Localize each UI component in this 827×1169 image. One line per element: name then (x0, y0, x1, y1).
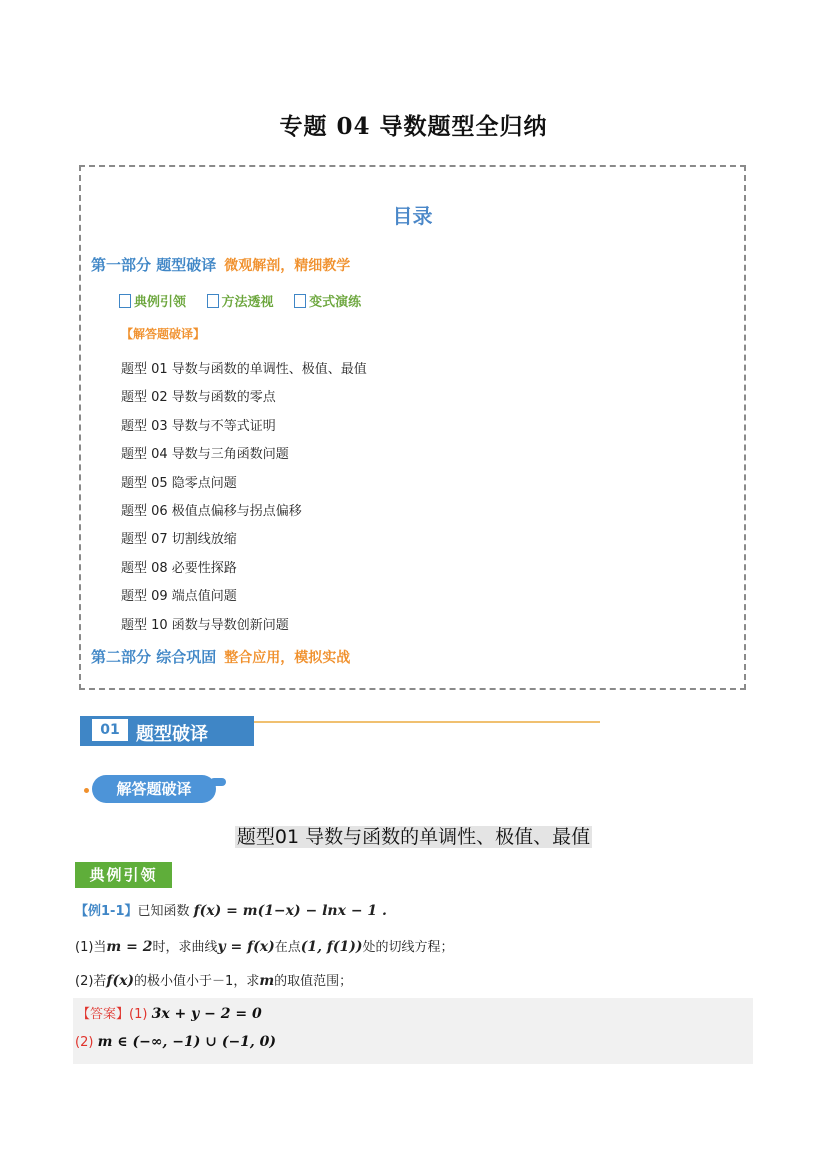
toc-list (121, 356, 367, 640)
toc-part-2-note: 整合应用，模拟实战 (224, 650, 351, 666)
document-icon (207, 294, 219, 308)
toc-link-methods[interactable]: 方法透视 (207, 295, 274, 310)
toc-item[interactable]: 题型 02 导数与函数的零点 (121, 390, 276, 406)
toc-link-examples[interactable]: 典例引领 (119, 295, 186, 310)
document-title: 专题 04 导数题型全归纳 (279, 113, 548, 140)
toc-item[interactable]: 题型 01 导数与函数的单调性、极值、最值 (121, 362, 367, 377)
toc-item[interactable]: 题型 09 端点值问题 (121, 589, 237, 605)
toc-item[interactable]: 题型 10 函数与导数创新问题 (121, 617, 289, 633)
toc-part-1-note: 微观解剖，精细教学 (224, 258, 351, 274)
answer-tag: 【答案】 (77, 1007, 130, 1022)
toc-link-practice[interactable]: 变式演练 (294, 295, 361, 310)
toc-subhead: 【解答题破译】 (121, 327, 206, 341)
answer-1: 【答案】(1) 3x + y − 2 = 0 (77, 1006, 262, 1022)
answer-box (73, 998, 753, 1064)
function-formula: f(x) = m(1−x) − lnx − 1 . (193, 903, 387, 919)
toc-sub-links (119, 291, 377, 310)
example-tag: 【例1-1】 (75, 904, 138, 919)
subsection-pill: 解答题破译 (92, 775, 216, 803)
toc-heading: 目录 (392, 204, 433, 228)
section-title: 题型01 导数与函数的单调性、极值、最值 (236, 826, 591, 848)
toc-part-1[interactable] (91, 254, 350, 275)
document-icon (294, 294, 306, 308)
toc-item[interactable]: 题型 04 导数与三角函数问题 (121, 447, 289, 463)
toc-part-2-label: 第二部分 综合巩固 (91, 648, 217, 666)
answer-2: (2) m ∈ (−∞, −1) ∪ (−1, 0) (75, 1034, 277, 1050)
section-banner (80, 716, 254, 746)
toc-item[interactable]: 题型 08 必要性探路 (121, 560, 237, 576)
example-badge: 典例引领 (75, 862, 172, 888)
banner-number: 01 (92, 719, 128, 741)
decorative-dot (84, 788, 89, 793)
table-of-contents (79, 165, 746, 690)
toc-item[interactable]: 题型 03 导数与不等式证明 (121, 418, 276, 434)
toc-part-2[interactable] (91, 646, 350, 667)
toc-item[interactable]: 题型 07 切割线放缩 (121, 532, 237, 548)
question-1: (1)当m = 2时，求曲线y = f(x)在点(1, f(1))处的切线方程； (75, 939, 454, 955)
pill-decoration (210, 778, 226, 786)
toc-item[interactable]: 题型 05 隐零点问题 (121, 475, 237, 491)
toc-item[interactable]: 题型 06 极值点偏移与拐点偏移 (121, 504, 302, 520)
banner-label: 题型破译 (136, 724, 208, 745)
toc-part-1-label: 第一部分 题型破译 (91, 256, 217, 274)
document-icon (119, 294, 131, 308)
example-statement: 【例1-1】已知函数 f(x) = m(1−x) − lnx − 1 . (75, 903, 387, 919)
question-2: (2)若f(x)的极小值小于－1，求m的取值范围； (75, 973, 353, 989)
